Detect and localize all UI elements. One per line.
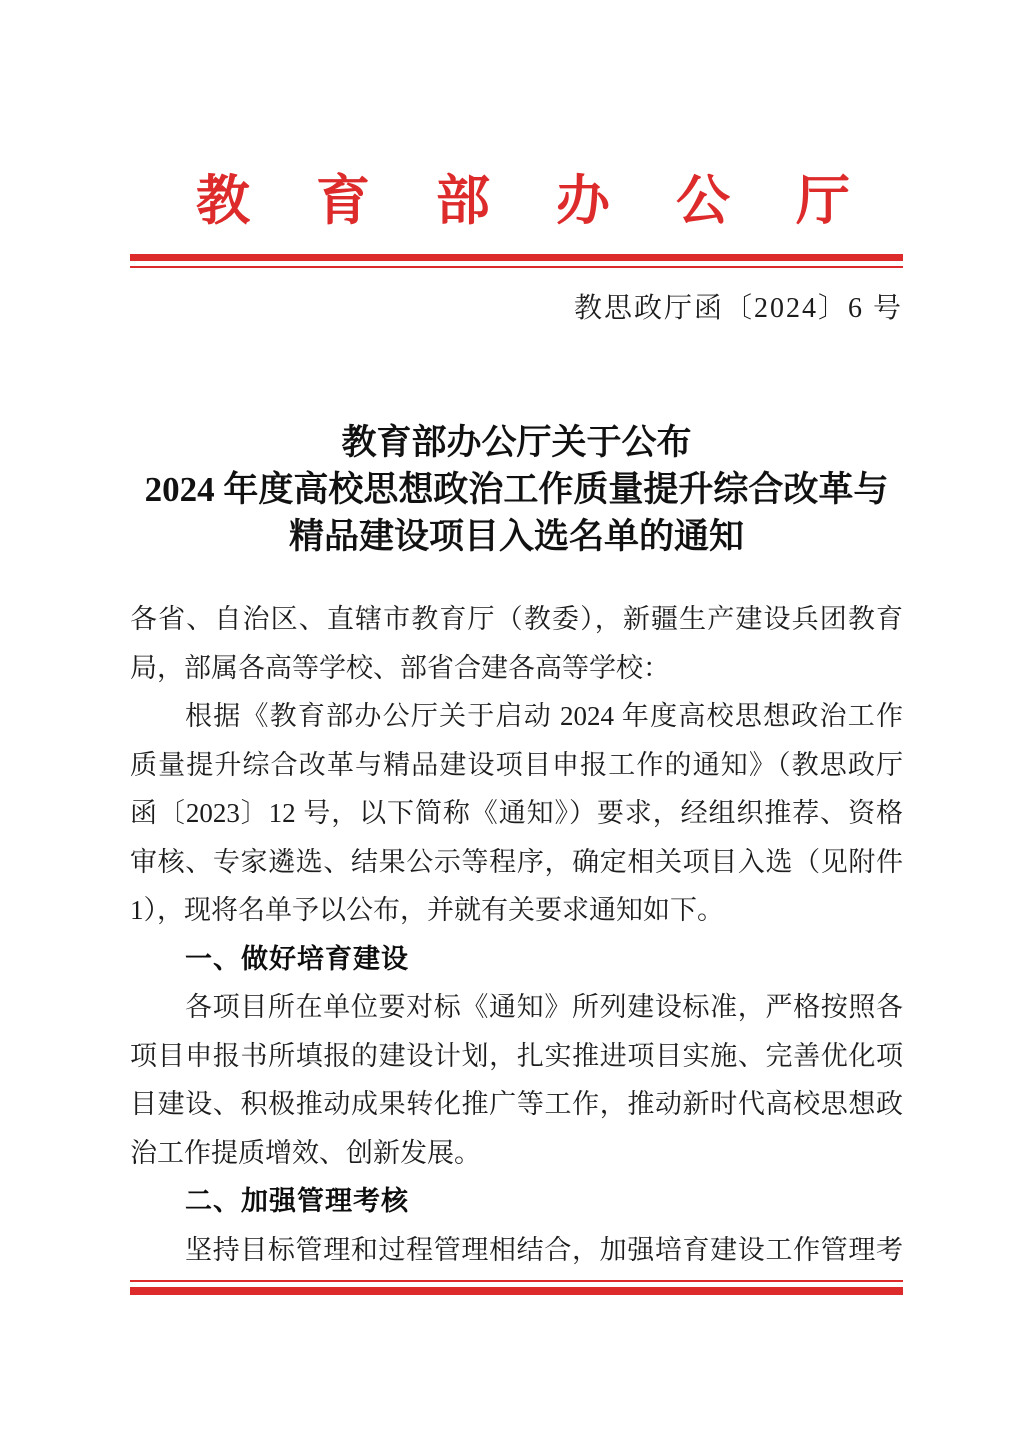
body-line: 各项目所在单位要对标《通知》所列建设标准，严格按照各 xyxy=(185,992,903,1022)
agency-masthead: 教育部办公厅 xyxy=(196,171,916,231)
red-separator-thin-bottom xyxy=(130,1280,903,1282)
red-separator-thick-bottom xyxy=(130,1287,903,1295)
red-separator-thick-top xyxy=(130,254,903,261)
notice-body xyxy=(130,595,903,1274)
section-heading: 一、做好培育建设 xyxy=(185,943,409,974)
body-line: 1），现将名单予以公布，并就有关要求通知如下。 xyxy=(130,895,724,925)
body-line: 质量提升综合改革与精品建设项目申报工作的通知》（教思政厅 xyxy=(130,749,903,780)
body-line: 坚持目标管理和过程管理相结合，加强培育建设工作管理考 xyxy=(185,1234,903,1265)
body-line: 函〔2023〕12 号，以下简称《通知》）要求，经组织推荐、资格 xyxy=(130,798,903,828)
title-line-2: 2024 年度高校思想政治工作质量提升综合改革与 xyxy=(144,470,889,509)
body-line: 局，部属各高等学校、部省合建各高等学校： xyxy=(130,652,670,683)
body-line: 目建设、积极推动成果转化推广等工作，推动新时代高校思想政 xyxy=(130,1089,903,1119)
body-line: 治工作提质增效、创新发展。 xyxy=(130,1137,481,1168)
red-separator-thin-top xyxy=(130,266,903,268)
body-line: 审核、专家遴选、结果公示等程序，确定相关项目入选（见附件 xyxy=(130,846,903,877)
title-line-1: 教育部办公厅关于公布 xyxy=(341,423,692,462)
body-line: 根据《教育部办公厅关于启动 2024 年度高校思想政治工作 xyxy=(185,701,903,731)
body-line: 项目申报书所填报的建设计划，扎实推进项目实施、完善优化项 xyxy=(130,1040,903,1071)
body-line: 各省、自治区、直辖市教育厅（教委），新疆生产建设兵团教育 xyxy=(130,604,903,634)
title-line-3: 精品建设项目入选名单的通知 xyxy=(288,517,744,556)
document-number: 教思政厅函〔2024〕6 号 xyxy=(573,293,903,324)
notice-title xyxy=(130,419,903,560)
section-heading: 二、加强管理考核 xyxy=(185,1186,409,1216)
